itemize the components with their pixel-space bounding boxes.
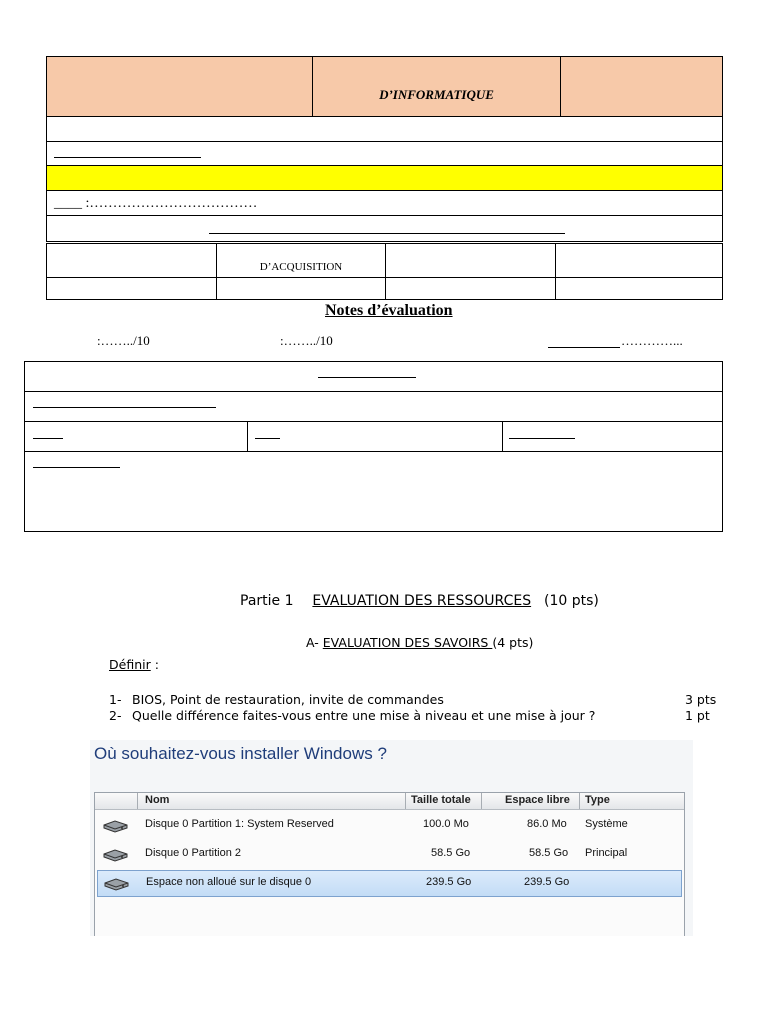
info-row-1 — [47, 117, 723, 142]
leader-dots-line: ____ :……………………………… — [54, 196, 258, 211]
partition-name: Disque 0 Partition 2 — [145, 847, 241, 859]
acq-cell — [217, 278, 386, 300]
definir-colon: : — [150, 657, 159, 672]
hard-disk-icon — [101, 819, 129, 833]
acq-cell — [386, 244, 556, 278]
acquisition-label: D’ACQUISITION — [259, 260, 343, 273]
section-a-title: EVALUATION DES SAVOIRS — [322, 635, 493, 650]
blank-line — [209, 233, 565, 234]
header-table — [46, 56, 723, 117]
definir-text: Définir — [109, 657, 151, 672]
partition-name: Espace non alloué sur le disque 0 — [146, 876, 312, 888]
question-text: Quelle différence faites-vous entre une mise à niveau et une mise à jour ? — [132, 708, 596, 723]
question-item — [109, 708, 719, 723]
header-cell-right — [561, 57, 723, 117]
info-row-highlight — [47, 166, 723, 191]
blank-line — [33, 438, 63, 439]
question-item — [109, 692, 719, 707]
question-points: 1 pt — [685, 708, 710, 723]
definir-label — [109, 657, 159, 672]
acq-cell — [47, 244, 217, 278]
partie-heading — [240, 593, 599, 609]
signature-dots: …………... — [621, 333, 683, 348]
partition-total: 58.5 Go — [431, 847, 471, 859]
blank-line — [255, 438, 280, 439]
assessment-table — [24, 361, 723, 532]
info-table — [46, 116, 723, 242]
blank-line — [509, 438, 575, 439]
section-a-prefix: A- — [306, 635, 319, 650]
notes-title: Notes d’évaluation — [325, 302, 453, 319]
column-header-name[interactable]: Nom — [145, 794, 170, 806]
acquisition-table — [46, 243, 723, 300]
partie-points: (10 pts) — [544, 593, 599, 609]
blank-line — [33, 467, 120, 468]
dialog-title: Où souhaitez-vous installer Windows ? — [94, 744, 387, 763]
partition-list-header — [95, 793, 684, 810]
hard-disk-icon — [102, 877, 130, 891]
partition-row[interactable] — [95, 842, 684, 867]
info-row-5 — [47, 216, 723, 242]
partition-free: 86.0 Mo — [527, 818, 567, 830]
assess-cell — [503, 422, 723, 452]
assess-row-4 — [25, 452, 723, 532]
blank-line — [548, 347, 620, 348]
section-a-points: (4 pts) — [492, 635, 534, 650]
partition-row-selected[interactable] — [97, 870, 682, 897]
subject-title: D’INFORMATIQUE — [379, 86, 494, 102]
partition-name: Disque 0 Partition 1: System Reserved — [145, 818, 334, 830]
windows-install-dialog — [90, 740, 693, 936]
partition-type: Principal — [585, 847, 628, 859]
acq-cell — [47, 278, 217, 300]
blank-line — [318, 377, 416, 378]
question-number: 1- — [109, 692, 122, 707]
partie-prefix: Partie 1 — [240, 593, 294, 609]
partition-free: 58.5 Go — [529, 847, 569, 859]
partition-list — [94, 792, 685, 936]
partition-type: Système — [585, 818, 628, 830]
partition-free: 239.5 Go — [524, 876, 570, 888]
column-header-free[interactable]: Espace libre — [505, 794, 570, 806]
assess-cell — [25, 422, 248, 452]
hard-disk-icon — [101, 848, 129, 862]
acq-cell-label — [217, 244, 386, 278]
header-cell-subject — [313, 57, 561, 117]
acq-cell — [386, 278, 556, 300]
score-field-2: :……../10 — [280, 333, 333, 348]
blank-line — [54, 157, 201, 158]
assess-cell — [248, 422, 503, 452]
column-header-total[interactable]: Taille totale — [411, 794, 471, 806]
question-number: 2- — [109, 708, 122, 723]
partition-total: 239.5 Go — [426, 876, 472, 888]
column-header-type[interactable]: Type — [585, 794, 610, 806]
section-a-heading — [306, 635, 533, 650]
header-cell-left — [47, 57, 313, 117]
partition-total: 100.0 Mo — [423, 818, 469, 830]
acq-cell — [556, 278, 723, 300]
blank-line — [33, 407, 216, 408]
score-field-1: :……../10 — [97, 333, 150, 348]
partie-title: EVALUATION DES RESSOURCES — [312, 593, 532, 609]
acq-cell — [556, 244, 723, 278]
question-points: 3 pts — [685, 692, 717, 707]
info-row-2 — [47, 142, 723, 166]
question-text: BIOS, Point de restauration, invite de commandes — [132, 692, 444, 707]
partition-row[interactable] — [95, 813, 684, 838]
